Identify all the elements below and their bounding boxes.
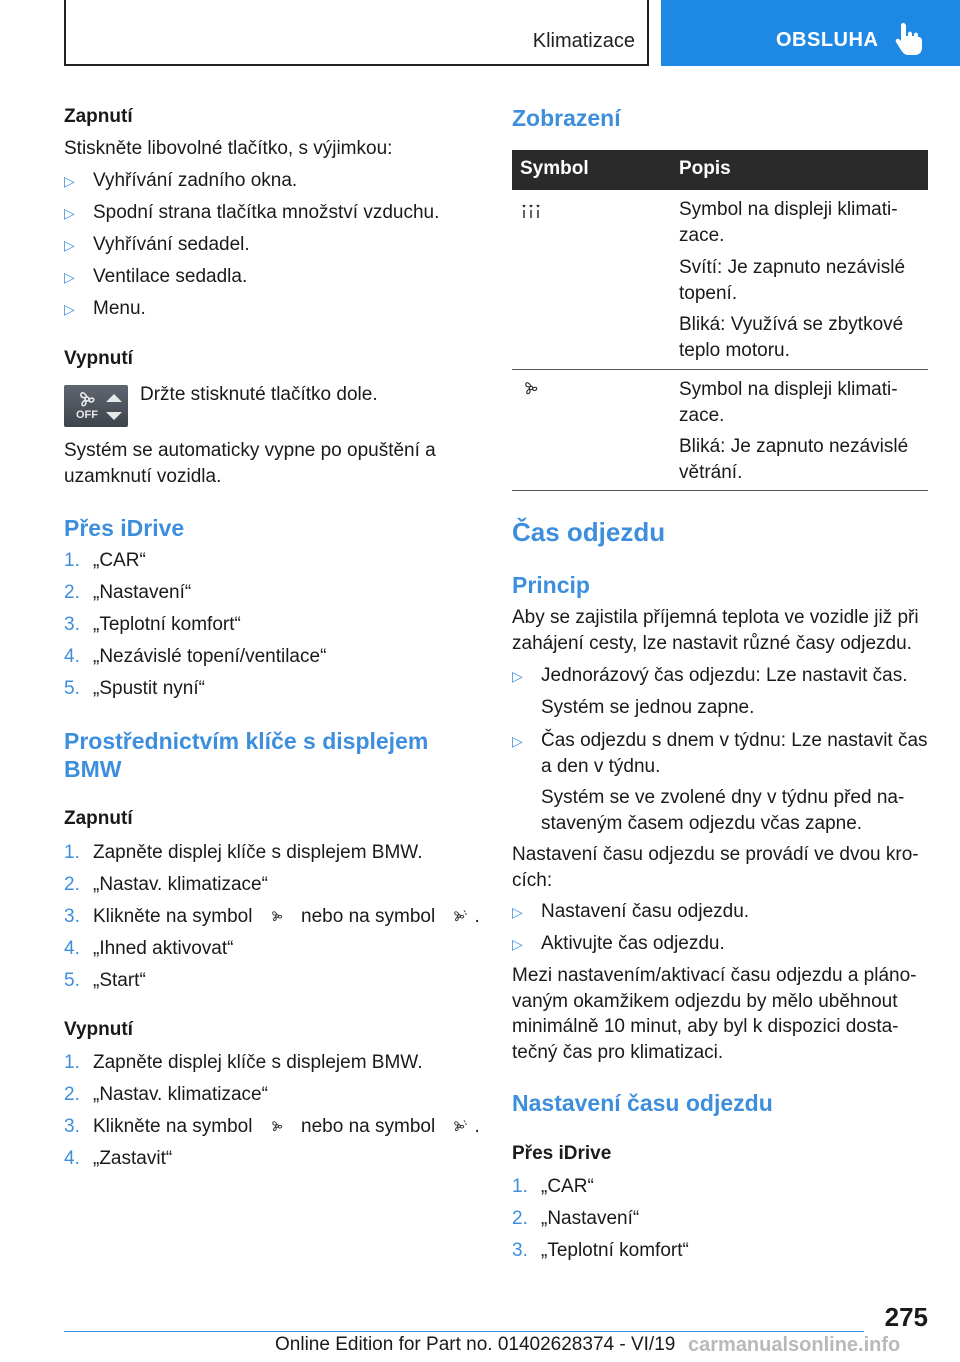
triangle-bullet-icon: ▷: [64, 205, 75, 221]
table-cell: teplo motoru.: [679, 340, 790, 361]
fan-heat-symbol-icon: [450, 907, 468, 925]
table-cell: Svítí: Je zapnuto nezávislé: [679, 257, 906, 278]
fan-symbol-icon: [520, 380, 542, 396]
pointing-hand-icon: [895, 22, 923, 56]
watermark: carmanualsonline.info: [688, 1334, 901, 1356]
triangle-bullet-icon: ▷: [64, 173, 75, 189]
list-item: „Start“: [93, 970, 146, 991]
table-cell: Bliká: Je zapnuto nezávislé: [679, 436, 909, 457]
fan-off-button-image: [64, 385, 128, 427]
symbol-click-text: Klikněte na symbol: [93, 1116, 253, 1137]
table-header-popis: Popis: [679, 158, 731, 179]
fan-symbol-icon: [268, 1117, 286, 1135]
table-header: [512, 150, 928, 190]
symbol-click-text: Klikněte na symbol: [93, 906, 253, 927]
footer-rule: [64, 1331, 864, 1332]
triangle-bullet-icon: ▷: [512, 936, 523, 952]
key-on-heading: Zapnutí: [64, 808, 133, 829]
princip-line-2: zahájení cesty, lze nastavit různé časy odjezdu.: [512, 633, 912, 654]
step-number: 1.: [512, 1176, 528, 1197]
list-item: Zapněte displej klíče s displejem BMW.: [93, 1052, 423, 1073]
table-cell: Symbol na displeji klimati-: [679, 199, 898, 220]
symbol-or-text: nebo na symbol: [301, 906, 436, 927]
two-steps-line-2: cích:: [512, 870, 553, 891]
interval-line-3: minimálně 10 minut, aby byl k dispozici dosta-: [512, 1016, 899, 1037]
symbol-or-text: nebo na symbol: [301, 1116, 436, 1137]
princip-line-1: Aby se zajistila příjemná teplota ve vozidle již při: [512, 607, 919, 628]
step-number: 5.: [64, 970, 80, 991]
step-number: 3.: [512, 1240, 528, 1261]
triangle-bullet-icon: ▷: [512, 668, 523, 684]
triangle-bullet-icon: ▷: [512, 733, 523, 749]
page-number: 275: [884, 1302, 928, 1332]
list-item: „CAR“: [93, 550, 146, 571]
list-item: „Nastav. klimatizace“: [93, 874, 268, 895]
list-item: Menu.: [93, 298, 146, 319]
list-item: [93, 904, 480, 930]
step-number: 2.: [64, 874, 80, 895]
list-item-continuation: a den v týdnu.: [541, 756, 661, 777]
princip-heading: Princip: [512, 572, 590, 598]
list-item: Nastavení času odjezdu.: [541, 901, 750, 922]
list-item: „Teplotní komfort“: [93, 614, 241, 635]
table-cell: Symbol na displeji klimati-: [679, 379, 898, 400]
triangle-bullet-icon: ▷: [64, 237, 75, 253]
step-number: 1.: [64, 550, 80, 571]
sentence-end: .: [474, 906, 480, 927]
interval-line-4: tečný čas pro klimatizaci.: [512, 1042, 724, 1063]
list-item: „Nezávislé topení/ventilace“: [93, 646, 327, 667]
step-number: 5.: [64, 678, 80, 699]
step-number: 3.: [64, 906, 80, 927]
section-title: Klimatizace: [532, 30, 635, 52]
triangle-bullet-icon: ▷: [64, 301, 75, 317]
auto-off-line-1: Systém se automaticky vypne po opuštění a: [64, 440, 436, 461]
set-time-heading: Nastavení času odjezdu: [512, 1090, 773, 1116]
key-off-heading: Vypnutí: [64, 1019, 133, 1040]
step-number: 4.: [64, 938, 80, 959]
step-number: 2.: [64, 1084, 80, 1105]
list-item-continuation: Systém se jednou zapne.: [541, 697, 755, 718]
two-steps-line-1: Nastavení času odjezdu se provádí ve dvou kro-: [512, 844, 919, 865]
list-item: „Nastavení“: [541, 1208, 640, 1229]
table-cell: Bliká: Využívá se zbytkové: [679, 314, 904, 335]
list-item: Vyhřívání zadního okna.: [93, 170, 298, 191]
table-divider: [512, 369, 928, 370]
step-number: 4.: [64, 1148, 80, 1169]
vypnuti-heading: Vypnutí: [64, 348, 133, 369]
list-item-continuation: staveným časem odjezdu včas zapne.: [541, 813, 863, 834]
up-down-arrows-icon: [105, 393, 123, 421]
sentence-end: .: [474, 1116, 480, 1137]
list-item: Čas odjezdu s dnem v týdnu: Lze nastavit čas: [541, 730, 928, 751]
list-item: „Ihned aktivovat“: [93, 938, 234, 959]
list-item: „Nastavení“: [93, 582, 192, 603]
step-number: 2.: [512, 1208, 528, 1229]
table-cell: zace.: [679, 225, 725, 246]
step-number: 1.: [64, 842, 80, 863]
table-cell: zace.: [679, 405, 725, 426]
fan-symbol-icon: [268, 907, 286, 925]
interval-line-1: Mezi nastavením/aktivací času odjezdu a pláno-: [512, 965, 917, 986]
list-item: „Nastav. klimatizace“: [93, 1084, 268, 1105]
off-label: OFF: [76, 409, 98, 421]
chapter-tab-label: OBSLUHA: [776, 29, 879, 51]
step-number: 4.: [64, 646, 80, 667]
idrive-subheading: Přes iDrive: [512, 1143, 612, 1164]
step-number: 3.: [64, 614, 80, 635]
triangle-bullet-icon: ▷: [512, 904, 523, 920]
fan-heat-symbol-icon: [450, 1117, 468, 1135]
chapter-tab[interactable]: [661, 0, 960, 66]
step-number: 3.: [64, 1116, 80, 1137]
step-number: 1.: [64, 1052, 80, 1073]
step-number: 2.: [64, 582, 80, 603]
table-header-symbol: Symbol: [520, 158, 589, 179]
interval-line-2: vaným okamžikem odjezdu by mělo uběhnout: [512, 991, 898, 1012]
key-heading-line-2: BMW: [64, 756, 122, 782]
list-item: „Zastavit“: [93, 1148, 173, 1169]
edition-text: Online Edition for Part no. 01402628374 - VI/19: [275, 1334, 676, 1355]
key-heading-line-1: Prostřednictvím klíče s displejem: [64, 728, 429, 754]
list-item: Ventilace sedadla.: [93, 266, 248, 287]
list-item: „CAR“: [541, 1176, 594, 1197]
zapnuti-intro: Stiskněte libovolné tlačítko, s výjimkou:: [64, 138, 393, 159]
list-item: Vyhřívání sedadel.: [93, 234, 250, 255]
header-section-box: [64, 0, 649, 66]
fan-icon: [74, 390, 100, 408]
table-cell: větrání.: [679, 462, 743, 483]
list-item: Spodní strana tlačítka množství vzduchu.: [93, 202, 440, 223]
departure-heading: Čas odjezdu: [512, 517, 666, 547]
list-item: Jednorázový čas odjezdu: Lze nastavit čas.: [541, 665, 908, 686]
table-cell: topení.: [679, 283, 738, 304]
table-divider: [512, 490, 928, 491]
list-item: „Teplotní komfort“: [541, 1240, 689, 1261]
heat-waves-icon: [520, 202, 542, 220]
list-item: Aktivujte čas odjezdu.: [541, 933, 725, 954]
auto-off-line-2: uzamknutí vozidla.: [64, 466, 222, 487]
list-item-continuation: Systém se ve zvolené dny v týdnu před na-: [541, 787, 905, 808]
list-item: Zapněte displej klíče s displejem BMW.: [93, 842, 423, 863]
hold-instruction: Držte stisknuté tlačítko dole.: [140, 384, 378, 405]
zapnuti-heading: Zapnutí: [64, 106, 133, 127]
triangle-bullet-icon: ▷: [64, 269, 75, 285]
list-item: „Spustit nyní“: [93, 678, 205, 699]
idrive-heading: Přes iDrive: [64, 515, 185, 541]
display-heading: Zobrazení: [512, 105, 621, 131]
list-item: [93, 1114, 480, 1140]
